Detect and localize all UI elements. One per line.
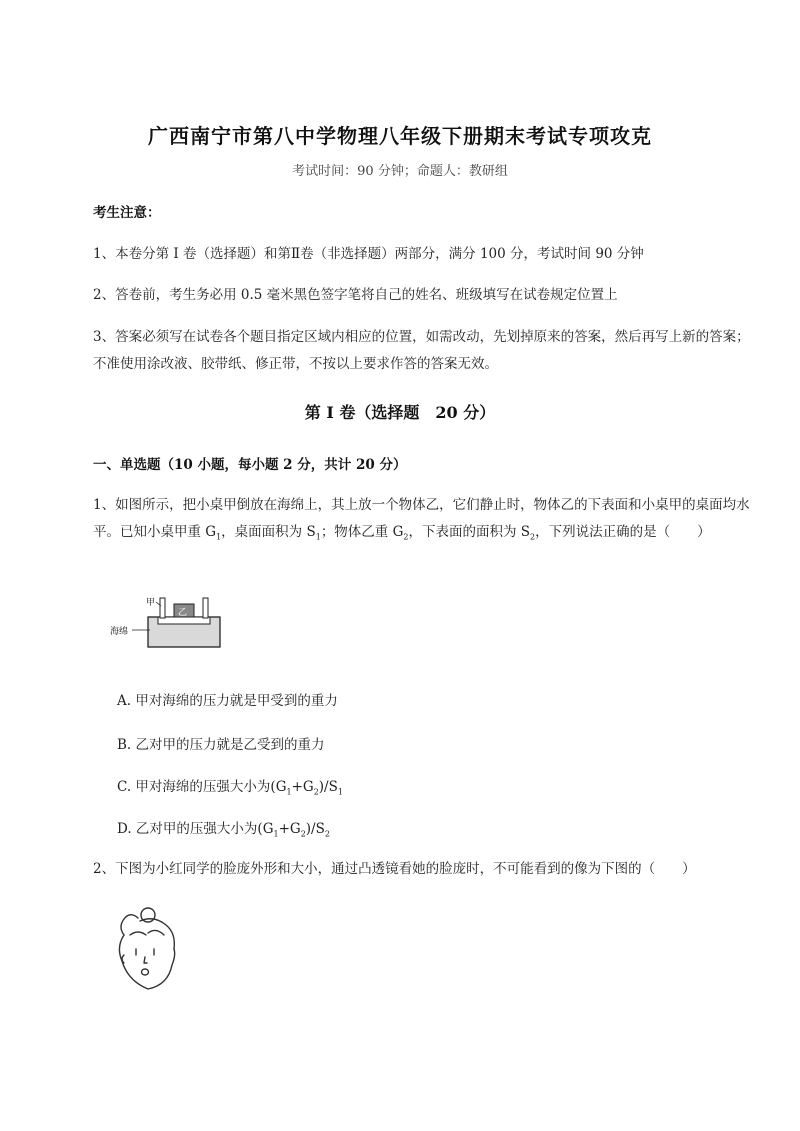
girl-face-figure bbox=[110, 905, 190, 1000]
q1-option-a[interactable]: A. 甲对海绵的压力就是甲受到的重力 bbox=[117, 693, 338, 709]
table-label: 甲 bbox=[146, 598, 156, 608]
bangs bbox=[130, 930, 164, 935]
eyes bbox=[136, 949, 154, 955]
q1-option-c-text-2: +G bbox=[291, 779, 314, 795]
table-top bbox=[158, 617, 210, 624]
notice-item-2: 2、答卷前，考生务必用 0.5 毫米黑色签字笔将自己的姓名、班级填写在试卷规定位置上 bbox=[93, 287, 618, 303]
notice-item-3: 3、答案必须写在试卷各个题目指定区域内相应的位置，如需改动，先划掉原来的答案，然后再写上新的答案；不准使用涂改液、胶带纸、修正带，不按以上要求作答的答案无效。 bbox=[93, 329, 750, 372]
q1-option-d-sub-1: 1 bbox=[273, 829, 279, 839]
q1-text-4: ，下表面的面积为 S bbox=[408, 524, 531, 540]
face-outline bbox=[119, 935, 174, 989]
part-heading: 一、单选题（10 小题，每小题 2 分，共计 20 分） bbox=[93, 457, 407, 473]
q1-option-c-text-1: C. 甲对海绵的压强大小为(G bbox=[117, 779, 287, 795]
ear bbox=[122, 955, 124, 963]
object-label: 乙 bbox=[178, 608, 188, 618]
exam-info: 考试时间：90 分钟；命题人：教研组 bbox=[292, 164, 508, 179]
q1-text-3: ；物体乙重 G bbox=[320, 524, 404, 540]
notice-heading: 考生注意： bbox=[93, 205, 161, 221]
q1-option-c-sub-2: 2 bbox=[313, 787, 319, 797]
q1-option-d-sub-2: 2 bbox=[300, 829, 306, 839]
q1-option-b[interactable]: B. 乙对甲的压力就是乙受到的重力 bbox=[117, 737, 325, 753]
table-leg-left bbox=[160, 598, 165, 618]
q1-text-1: 1、如图所示，把小桌甲倒放在海绵上，其上放一个物体乙，它们静止时，物体乙的下表面和小桌甲的桌面均水平。已知小桌甲重 G bbox=[93, 497, 750, 540]
notice-item-1: 1、本卷分第 I 卷（选择题）和第Ⅱ卷（非选择题）两部分，满分 100 分，考试时间 90 分钟 bbox=[93, 246, 644, 262]
q1-option-d-text-1: D. 乙对甲的压强大小为(G bbox=[117, 821, 274, 837]
question-2-stem: 2、下图为小红同学的脸庞外形和大小，通过凸透镜看她的脸庞时，不可能看到的像为下图的（ ） bbox=[93, 861, 696, 877]
q1-sub-4: 2 bbox=[530, 532, 536, 542]
q1-option-d-sub-3: 2 bbox=[324, 829, 330, 839]
q1-option-d-text-2: +G bbox=[278, 821, 301, 837]
q1-option-d[interactable] bbox=[117, 819, 330, 845]
section-title: 第 I 卷（选择题 20 分） bbox=[304, 403, 496, 422]
q1-option-c-sub-3: 1 bbox=[337, 787, 343, 797]
sponge-label: 海绵 bbox=[110, 627, 129, 637]
mouth bbox=[142, 969, 149, 975]
sponge-table-figure bbox=[108, 592, 228, 652]
q1-option-c-sub-1: 1 bbox=[286, 787, 292, 797]
q1-text-5: ，下列说法正确的是（ ） bbox=[535, 524, 711, 540]
q1-option-c[interactable] bbox=[117, 777, 343, 803]
question-1-stem bbox=[93, 492, 753, 551]
page-title: 广西南宁市第八中学物理八年级下册期末考试专项攻克 bbox=[148, 124, 652, 148]
nose bbox=[144, 957, 147, 963]
q1-option-c-text-3: )/S bbox=[318, 779, 338, 795]
q1-sub-1: 1 bbox=[216, 532, 222, 542]
q1-text-2: ，桌面面积为 S bbox=[221, 524, 316, 540]
table-leg-right bbox=[203, 598, 208, 618]
q1-sub-3: 2 bbox=[403, 532, 409, 542]
q1-sub-2: 1 bbox=[315, 532, 321, 542]
q1-option-d-text-3: )/S bbox=[305, 821, 325, 837]
